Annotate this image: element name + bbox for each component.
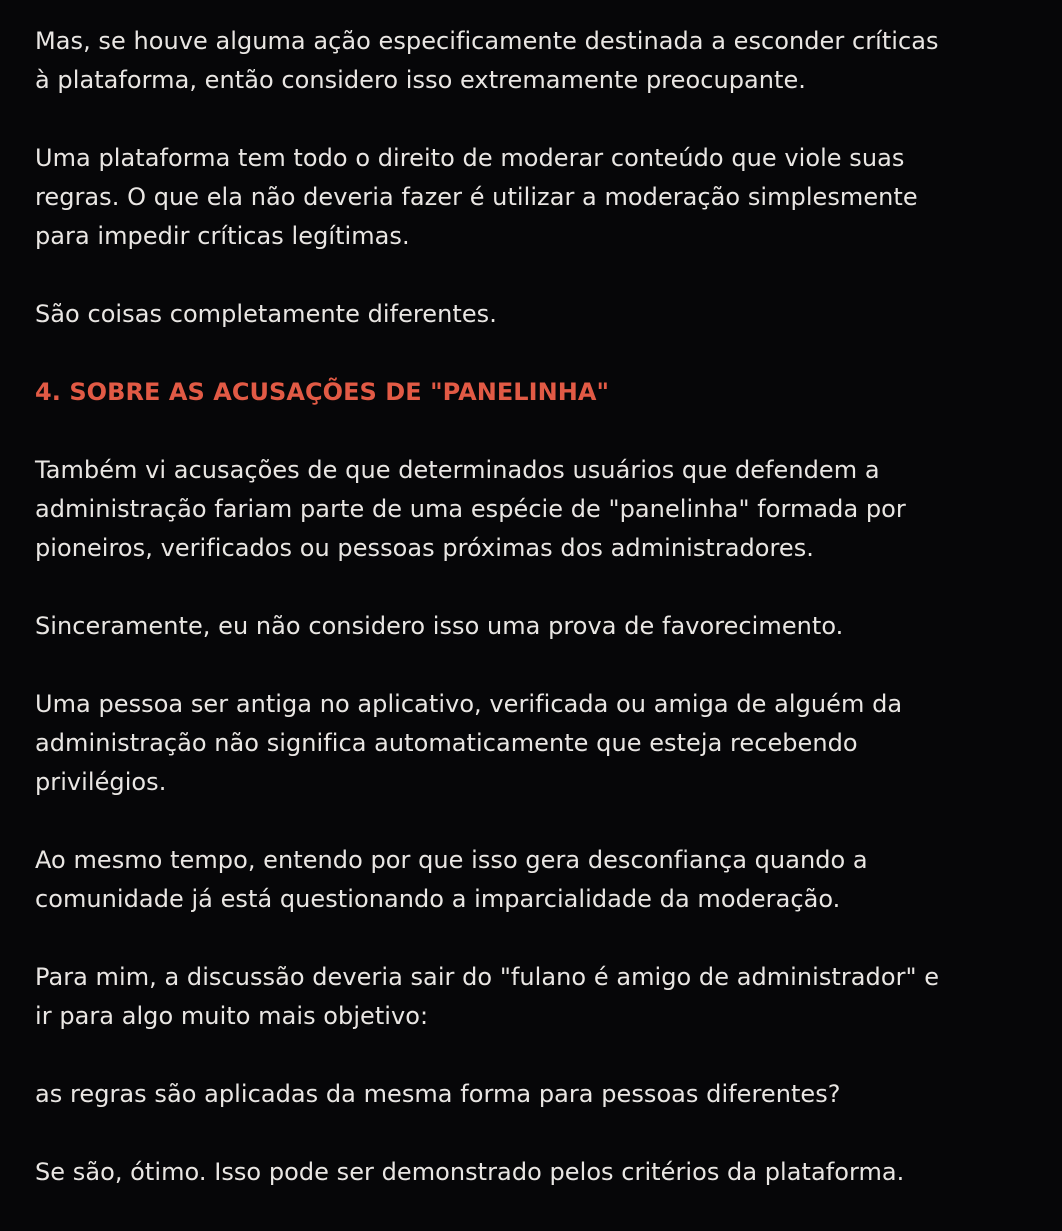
text-line: Sinceramente, eu não considero isso uma prova de favorecimento.	[35, 612, 844, 640]
paragraph	[35, 139, 1035, 256]
paragraph	[35, 958, 1035, 1036]
section-heading: 4. SOBRE AS ACUSAÇÕES DE "PANELINHA"	[35, 378, 610, 406]
paragraph	[35, 685, 1035, 802]
text-line: Uma pessoa ser antiga no aplicativo, verificada ou amiga de alguém da	[35, 690, 903, 718]
text-line: Uma plataforma tem todo o direito de moderar conteúdo que viole suas	[35, 144, 905, 172]
text-line: regras. O que ela não deveria fazer é utilizar a moderação simplesmente	[35, 183, 918, 211]
paragraph	[35, 1153, 1035, 1192]
text-line: São coisas completamente diferentes.	[35, 300, 497, 328]
paragraph	[35, 451, 1035, 568]
text-line: Ao mesmo tempo, entendo por que isso gera desconfiança quando a	[35, 846, 868, 874]
text-line: as regras são aplicadas da mesma forma para pessoas diferentes?	[35, 1080, 841, 1108]
text-line: Para mim, a discussão deveria sair do "fulano é amigo de administrador" e	[35, 963, 940, 991]
paragraph	[35, 607, 1035, 646]
text-line: para impedir críticas legítimas.	[35, 222, 410, 250]
text-line: comunidade já está questionando a imparcialidade da moderação.	[35, 885, 841, 913]
paragraph	[35, 295, 1035, 334]
text-line: administração não significa automaticamente que esteja recebendo	[35, 729, 858, 757]
paragraph	[35, 1075, 1035, 1114]
text-line: Mas, se houve alguma ação especificamente destinada a esconder críticas	[35, 27, 939, 55]
text-line: administração fariam parte de uma espécie de "panelinha" formada por	[35, 495, 906, 523]
text-line: à plataforma, então considero isso extremamente preocupante.	[35, 66, 806, 94]
post-body	[35, 22, 1035, 1231]
paragraph	[35, 841, 1035, 919]
text-line: pioneiros, verificados ou pessoas próximas dos administradores.	[35, 534, 814, 562]
text-line: Também vi acusações de que determinados usuários que defendem a	[35, 456, 880, 484]
text-line: Se são, ótimo. Isso pode ser demonstrado pelos critérios da plataforma.	[35, 1158, 905, 1186]
text-line: ir para algo muito mais objetivo:	[35, 1002, 429, 1030]
paragraph	[35, 22, 1035, 100]
text-line: privilégios.	[35, 768, 167, 796]
